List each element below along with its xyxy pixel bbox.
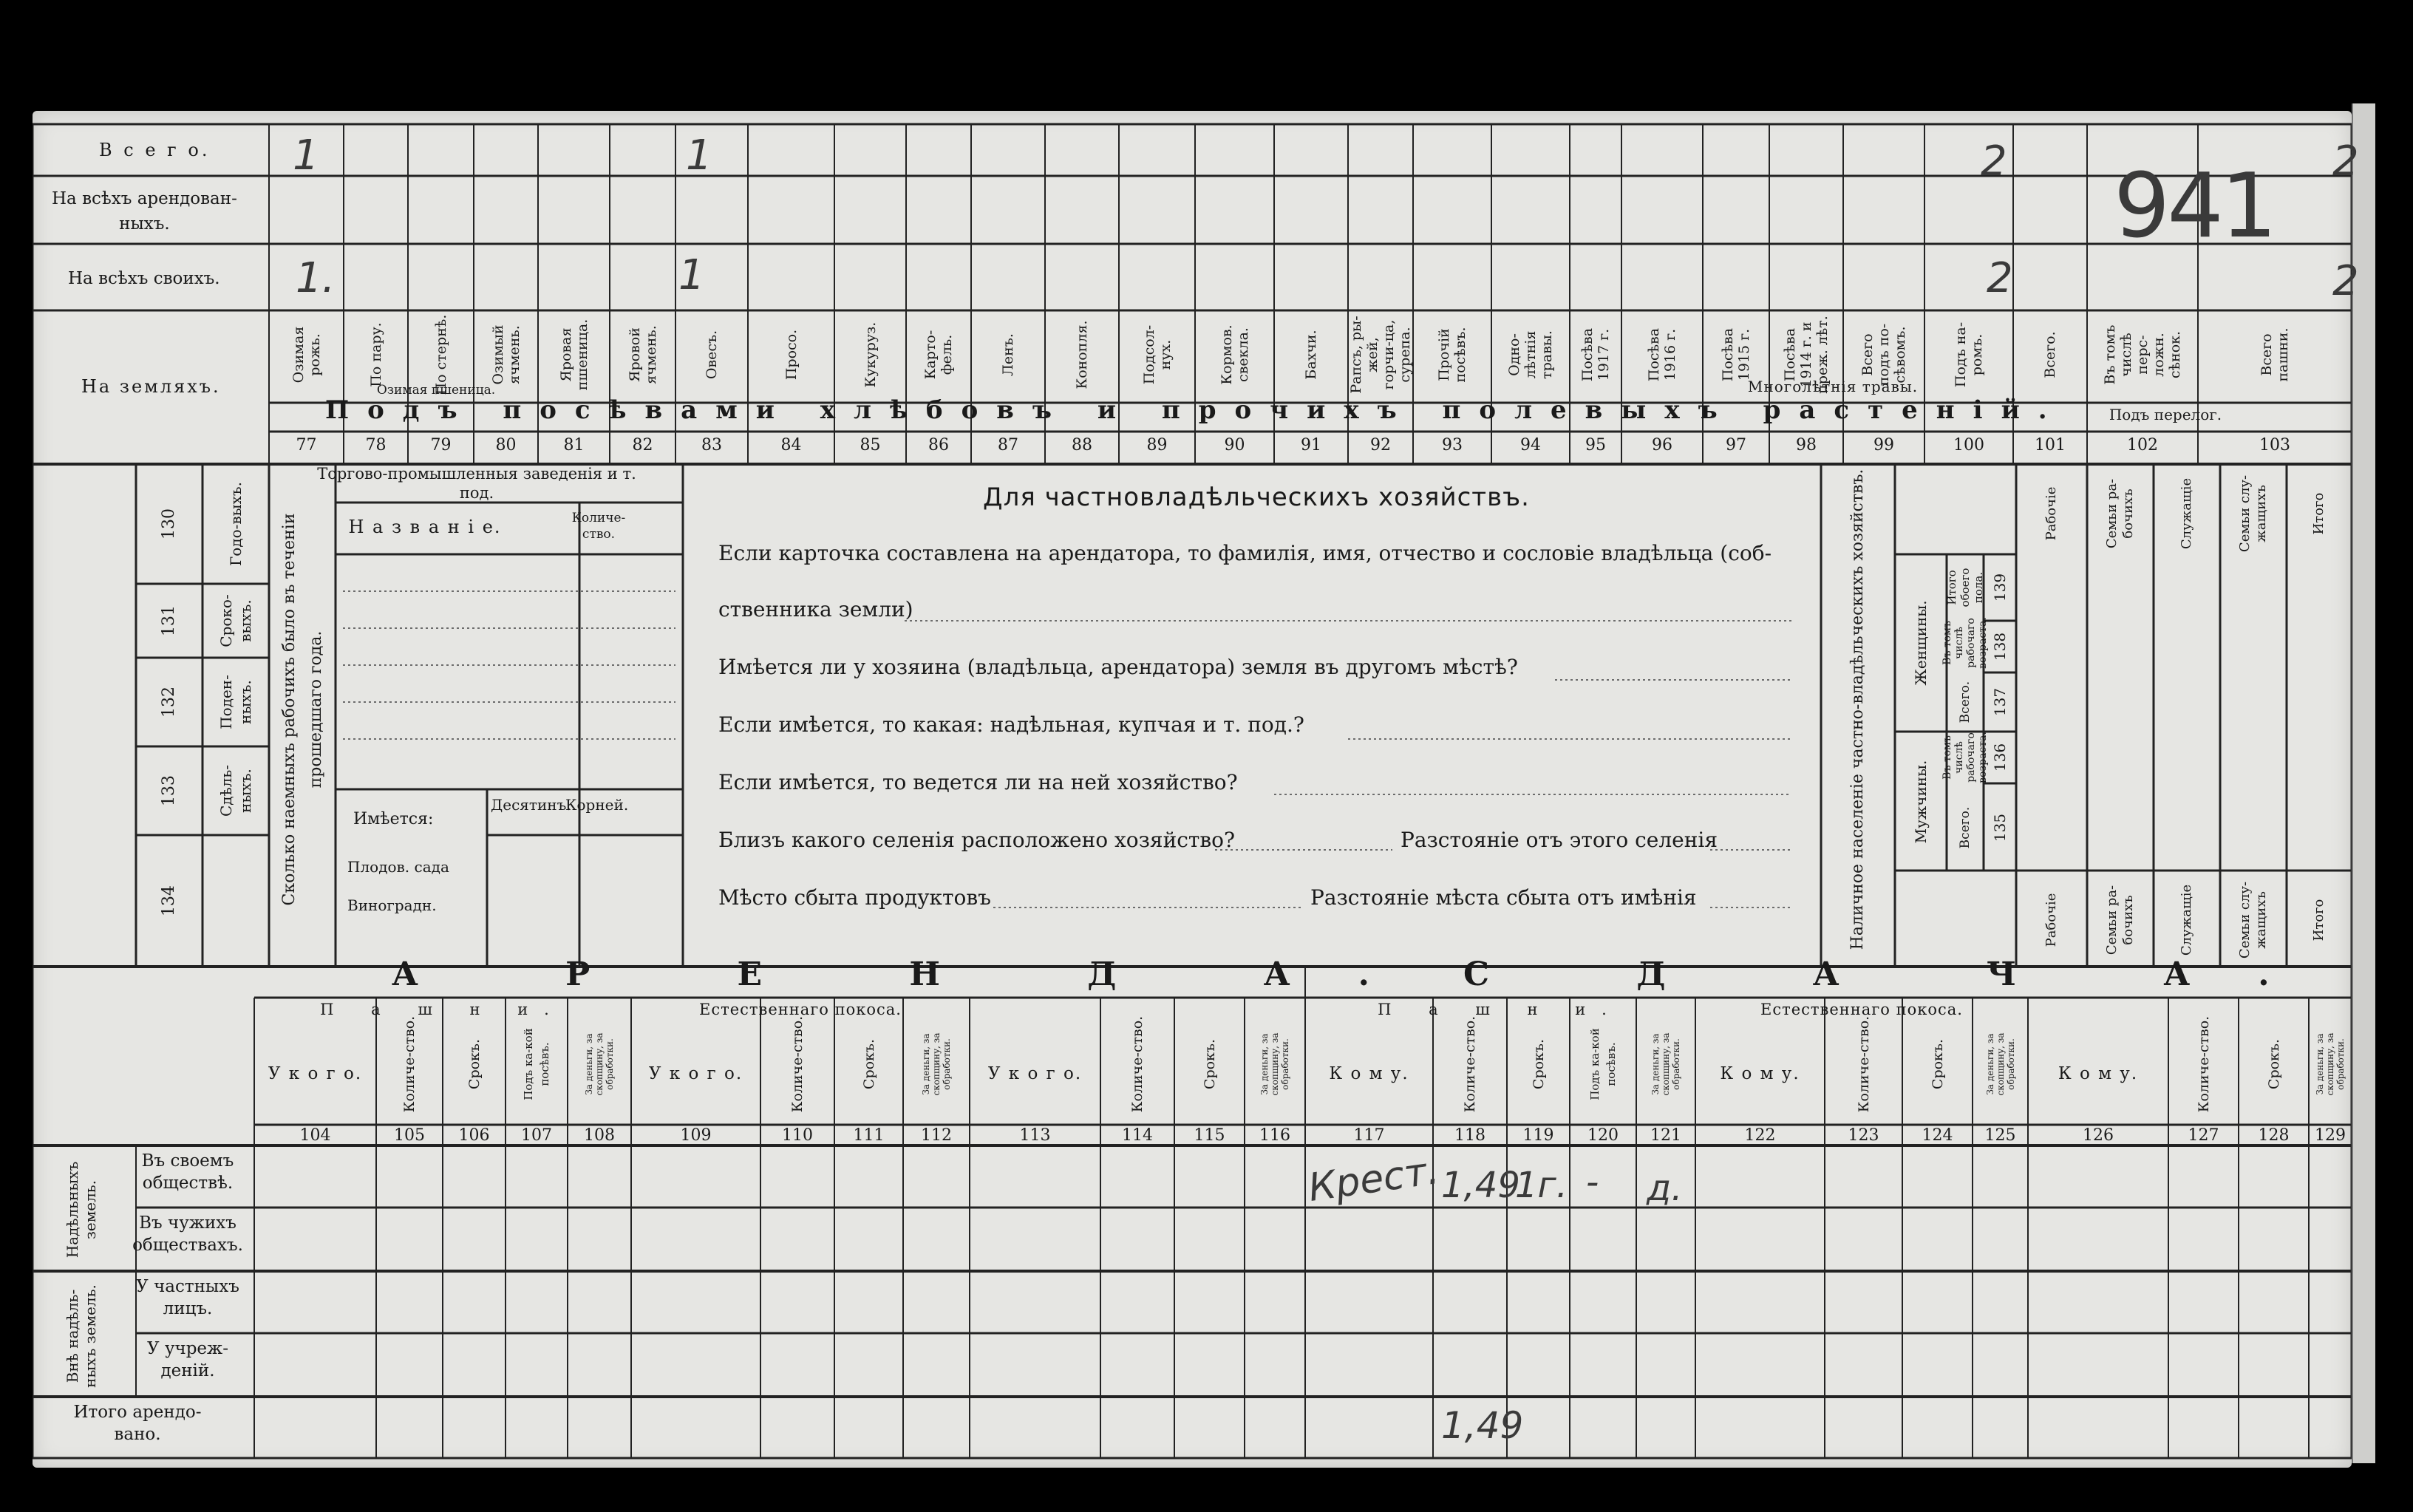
crop-header-98: Посѣва 1914 г. и преж. лѣт.: [1782, 316, 1831, 394]
hw-vsego-77: 1: [293, 132, 319, 180]
arenda-col-122: К о м у.: [1720, 1064, 1800, 1083]
arenda-number-115: 115: [1194, 1126, 1225, 1145]
crop-number-77: 77: [296, 436, 317, 454]
arenda-col-107: Подъ ка-кой посѣвъ.: [522, 1028, 551, 1100]
workers-number-131: 131: [160, 605, 178, 636]
workers-number-134: 134: [160, 885, 178, 916]
workers-label-132: Поден-ныхъ.: [217, 675, 254, 729]
arenda-col-127: Количе-ство.: [2195, 1015, 2212, 1113]
crop-header-101: Всего.: [2042, 331, 2058, 378]
arenda-col-117: К о м у.: [1329, 1064, 1409, 1083]
pop-col-bottom-1: Семьи ра-бочихъ: [2104, 885, 2136, 956]
arenda-number-111: 111: [853, 1126, 885, 1145]
crop-header-77: Озимая рожь.: [290, 326, 323, 384]
arenda-subhead-3: Естественнаго покоса.: [1760, 1001, 1963, 1018]
trade-desyatin: Десятинъ.: [491, 796, 571, 814]
trade-title: Торгово-промышленныя заведенія и т. под.: [317, 465, 636, 502]
workers-label-133: Сдѣль-ныхъ.: [217, 764, 254, 817]
pop-women-label: Женщины.: [1912, 600, 1930, 686]
crop-number-88: 88: [1072, 436, 1092, 454]
row-label-uchr: У учреж-деній.: [147, 1339, 228, 1380]
subhead-pod-perelog: Подъ перелог.: [2109, 406, 2222, 423]
arenda-col-108: За деньги, за скопщину, за обработки.: [584, 1032, 615, 1096]
pop-col-top-2: Служащіе: [2179, 477, 2194, 550]
arenda-number-124: 124: [1922, 1126, 1953, 1145]
arenda-col-118: Количе-ство.: [1462, 1015, 1478, 1113]
pop-col-bottom-0: Рабочіе: [2043, 893, 2059, 947]
pop-number-135: 135: [1991, 813, 2009, 842]
hw-dash: -: [1586, 1162, 1599, 1203]
hw-vsego-103: 2: [2332, 137, 2359, 185]
arenda-number-121: 121: [1650, 1126, 1681, 1145]
crop-number-93: 93: [1442, 436, 1463, 454]
crop-number-82: 82: [632, 436, 653, 454]
crop-number-79: 79: [430, 436, 452, 454]
hw-svoikh-99: 2: [1987, 254, 2013, 302]
private-q5a: Близъ какого селенія расположено хозяйство?: [718, 828, 1236, 852]
trade-sad: Плодов. сада: [347, 858, 449, 876]
arenda-number-119: 119: [1522, 1126, 1554, 1145]
crop-number-83: 83: [701, 436, 722, 454]
crop-number-97: 97: [1726, 436, 1746, 454]
crop-number-100: 100: [1953, 436, 1984, 454]
crop-header-93: Прочій посѣвъ.: [1436, 327, 1468, 383]
hw-vsego-82: 1: [686, 132, 712, 180]
row-label-arendovannykh: На всѣхъ арендован- ныхъ.: [52, 189, 237, 234]
hw-qty: 1,49: [1441, 1165, 1520, 1206]
crop-number-102: 102: [2127, 436, 2158, 454]
pop-col-bottom-4: Итого: [2311, 899, 2327, 941]
arenda-col-112: За деньги, за скопщину, за обработки.: [921, 1032, 952, 1096]
pop-number-139: 139: [1991, 573, 2009, 602]
trade-name-col: Н а з в а н і е.: [348, 517, 502, 537]
arenda-col-125: За деньги, за скопщину, за обработки.: [1984, 1032, 2016, 1096]
crop-header-103: Всего пашни.: [2259, 327, 2291, 382]
hw-za: д.: [1647, 1168, 1683, 1209]
arenda-col-128: Срокъ.: [2265, 1038, 2282, 1090]
arenda-number-114: 114: [1122, 1126, 1153, 1145]
crop-number-85: 85: [860, 436, 881, 454]
crop-number-89: 89: [1146, 436, 1168, 454]
arenda-number-120: 120: [1587, 1126, 1619, 1145]
private-q3: Если имѣется, то какая: надѣльная, купчая и т. под.?: [718, 712, 1304, 737]
arenda-col-111: Срокъ.: [860, 1038, 877, 1090]
arenda-subhead-2: П а ш н и.: [1378, 1001, 1623, 1018]
crop-number-78: 78: [365, 436, 387, 454]
hw-svoikh-82: 1: [678, 251, 705, 299]
crop-header-85: Кукуруз.: [862, 321, 879, 388]
pop-number-136: 136: [1991, 743, 2009, 772]
row-label-itogo: Итого арендо-вано.: [73, 1403, 202, 1444]
hw-itogo-qty: 1,49: [1441, 1404, 1524, 1447]
crop-number-95: 95: [1585, 436, 1606, 454]
trade-korney: Корней.: [565, 796, 629, 814]
arenda-number-110: 110: [782, 1126, 813, 1145]
trade-imeetsya: Имѣется:: [353, 810, 434, 828]
arenda-number-107: 107: [521, 1126, 552, 1145]
crop-header-80: Озимый ячмень.: [489, 324, 523, 385]
row-group-vne: Внѣ надѣль-ныхъ земель.: [64, 1284, 99, 1388]
crop-header-79: По стернѣ.: [432, 314, 449, 395]
arenda-col-116: За деньги, за скопщину, за обработки.: [1259, 1032, 1290, 1096]
crop-header-89: Подсол-нух.: [1140, 324, 1174, 385]
crop-header-86: Карто-фель.: [922, 330, 955, 380]
arenda-number-116: 116: [1259, 1126, 1290, 1145]
workers-label-131: Сроко-выхъ.: [217, 594, 254, 647]
arenda-col-119: Срокъ.: [1530, 1038, 1547, 1090]
pop-men-vsego: Всего.: [1958, 806, 1973, 849]
arenda-col-120: Подъ ка-кой посѣвъ.: [1588, 1028, 1618, 1100]
private-q6a: Мѣсто сбыта продуктовъ: [718, 885, 991, 910]
crop-number-96: 96: [1652, 436, 1672, 454]
arenda-col-104: У к о г о.: [268, 1064, 363, 1083]
arenda-col-129: За деньги, за скопщину, за обработки.: [2315, 1032, 2346, 1096]
band-pod-posevami: Подъ посѣвами хлѣбовъ и прочихъ полевыхъ растеній.: [325, 395, 2066, 425]
pop-women-vtom: Въ томъ числѣ рабочаго возраста.: [1941, 617, 1989, 669]
crop-header-94: Одно-лѣтнія травы.: [1506, 330, 1555, 379]
private-q2: Имѣется ли у хозяина (владѣльца, арендатора) земля въ другомъ мѣстѣ?: [718, 655, 1518, 679]
workers-label-130: Годо-выхъ.: [227, 482, 245, 566]
crop-header-95: Посѣва 1917 г.: [1579, 327, 1612, 382]
hw-srok: 1г.: [1515, 1165, 1568, 1206]
arenda-col-123: Количе-ство.: [1855, 1015, 1872, 1113]
arenda-number-118: 118: [1454, 1126, 1485, 1145]
arenda-number-106: 106: [458, 1126, 490, 1145]
crop-header-96: Посѣва 1916 г.: [1646, 327, 1678, 382]
arenda-number-113: 113: [1019, 1126, 1051, 1145]
arenda-col-105: Количе-ство.: [401, 1015, 418, 1113]
pop-women-vsego: Всего.: [1958, 681, 1973, 723]
row-label-chast: У частныхъ лицъ.: [136, 1277, 239, 1318]
crop-number-99: 99: [1873, 436, 1894, 454]
workers-number-133: 133: [160, 775, 178, 806]
arenda-number-127: 127: [2188, 1126, 2219, 1145]
crop-header-91: Бахчи.: [1303, 330, 1319, 380]
hired-workers-title: Сколько наемныхъ рабочихъ было въ теченіи прошедшаго года.: [280, 513, 325, 906]
arenda-number-129: 129: [2315, 1126, 2346, 1145]
row-label-na-zemlyakh: На земляхъ.: [81, 376, 221, 397]
crop-number-101: 101: [2035, 436, 2066, 454]
pop-itogo-obo: Итого обоего пола.: [1945, 568, 1985, 607]
arenda-number-122: 122: [1744, 1126, 1776, 1145]
crop-header-99: Всего подъ по-сѣвомъ.: [1859, 323, 1908, 386]
hw-svoikh-77: 1.: [296, 254, 336, 302]
crop-number-92: 92: [1370, 436, 1391, 454]
private-q1a: Если карточка составлена на арендатора, то фамилія, имя, отчество и сословіе владѣльца (соб-: [718, 541, 1772, 565]
private-q4: Если имѣется, то ведется ли на ней хозяйство?: [718, 770, 1238, 794]
arenda-col-121: За деньги, за скопщину, за обработки.: [1650, 1032, 1681, 1096]
arenda-number-123: 123: [1848, 1126, 1879, 1145]
arenda-number-125: 125: [1984, 1126, 2016, 1145]
crop-header-87: Ленъ.: [1000, 333, 1016, 376]
crop-header-83: Овесъ.: [704, 330, 720, 380]
band-sdacha: С Д А Ч А.: [1463, 956, 2338, 993]
crop-header-84: Просо.: [783, 329, 800, 381]
crop-number-84: 84: [780, 436, 802, 454]
crop-number-98: 98: [1796, 436, 1817, 454]
crop-number-80: 80: [495, 436, 517, 454]
crop-number-103: 103: [2259, 436, 2290, 454]
pop-col-top-1: Семьи ра-бочихъ: [2104, 478, 2136, 549]
crop-header-92: Рапсъ, ры-жей, горчи-ца, сурепа.: [1348, 316, 1413, 394]
private-q5b: Разстояніе отъ этого селенія: [1401, 828, 1718, 852]
row-label-svoikh: На всѣхъ своихъ.: [68, 269, 220, 288]
arenda-number-112: 112: [921, 1126, 952, 1145]
arenda-number-108: 108: [584, 1126, 615, 1145]
subhead-mnogoletnie: Многолѣтнія травы.: [1747, 378, 1919, 395]
arenda-number-128: 128: [2258, 1126, 2290, 1145]
arenda-col-115: Срокъ.: [1201, 1038, 1218, 1090]
pop-number-138: 138: [1991, 632, 2009, 661]
pop-col-top-0: Рабочіе: [2043, 486, 2059, 541]
private-title: Для частновладѣльческихъ хозяйствъ.: [983, 483, 1530, 512]
arenda-number-105: 105: [394, 1126, 425, 1145]
row-label-vsego: В с е г о.: [99, 140, 211, 160]
crop-number-90: 90: [1224, 436, 1245, 454]
pop-col-top-3: Семьи слу-жащихъ: [2237, 474, 2269, 553]
stacked-pages-edge: [2352, 103, 2375, 1463]
crop-number-91: 91: [1301, 436, 1321, 454]
band-arenda: А Р Е Н Д А.: [392, 956, 1437, 993]
arenda-col-106: Срокъ.: [466, 1038, 483, 1090]
arenda-col-114: Количе-ство.: [1129, 1015, 1146, 1113]
arenda-number-126: 126: [2083, 1126, 2114, 1145]
crop-header-88: Конопля.: [1074, 320, 1090, 389]
arenda-col-110: Количе-ство.: [789, 1015, 806, 1113]
arenda-number-104: 104: [299, 1126, 331, 1145]
pop-number-137: 137: [1991, 687, 2009, 717]
workers-number-132: 132: [160, 687, 178, 718]
pop-col-bottom-2: Служащіе: [2179, 884, 2194, 956]
arenda-col-126: К о м у.: [2058, 1064, 2139, 1083]
population-title: Наличное населеніе частно-владѣльческихъ хозяйствъ.: [1848, 469, 1867, 950]
crop-header-82: Яровой ячмень.: [626, 325, 659, 384]
workers-number-130: 130: [160, 508, 178, 539]
crop-header-97: Посѣва 1915 г.: [1720, 327, 1752, 382]
row-label-svoem: Въ своемъ обществѣ.: [141, 1151, 234, 1193]
private-q6b: Разстояніе мѣста сбыта отъ имѣнія: [1310, 885, 1697, 910]
pop-col-bottom-3: Семьи слу-жащихъ: [2237, 881, 2269, 959]
arenda-col-124: Срокъ.: [1929, 1038, 1946, 1090]
private-q1b: ственника земли): [718, 597, 913, 622]
crop-header-102: Въ томъ числѣ перс-ложн. сѣнок.: [2102, 324, 2183, 385]
arenda-number-109: 109: [680, 1126, 712, 1145]
crop-number-87: 87: [998, 436, 1018, 454]
crop-header-78: По пару.: [367, 322, 384, 387]
arenda-col-109: У к о г о.: [648, 1064, 743, 1083]
crop-number-86: 86: [928, 436, 949, 454]
arenda-col-113: У к о г о.: [987, 1064, 1083, 1083]
trade-qty-col: Количе-ство.: [571, 511, 626, 542]
trade-vinograd: Виноградн.: [347, 896, 437, 914]
hw-card-number: 941: [2114, 155, 2275, 258]
pop-men-label: Мужчины.: [1912, 760, 1930, 844]
pop-men-vtom: Въ томъ числѣ рабочаго возраста.: [1941, 732, 1989, 783]
hw-komu: Крест.: [1305, 1148, 1442, 1211]
row-label-chuzh: Въ чужихъ обществахъ.: [132, 1213, 243, 1255]
subhead-ozimaya-pshenitsa: Озимая пшеница.: [376, 383, 496, 398]
crop-header-90: Кормов. свекла.: [1218, 324, 1251, 385]
crop-number-94: 94: [1520, 436, 1541, 454]
pop-col-top-4: Итого: [2311, 492, 2327, 535]
hw-vsego-99: 2: [1981, 137, 2007, 185]
hw-svoikh-103: 2: [2332, 257, 2359, 305]
crop-header-100: Подъ на-ромъ.: [1953, 321, 1985, 388]
crop-number-81: 81: [563, 436, 585, 454]
arenda-subhead-0: П а ш н и.: [320, 1001, 565, 1018]
arenda-number-117: 117: [1353, 1126, 1385, 1145]
arenda-subhead-1: Естественнаго покоса.: [699, 1001, 902, 1018]
crop-header-81: Яровая пшеница.: [557, 319, 591, 391]
row-group-nadel: Надѣльныхъ земель.: [64, 1161, 99, 1259]
